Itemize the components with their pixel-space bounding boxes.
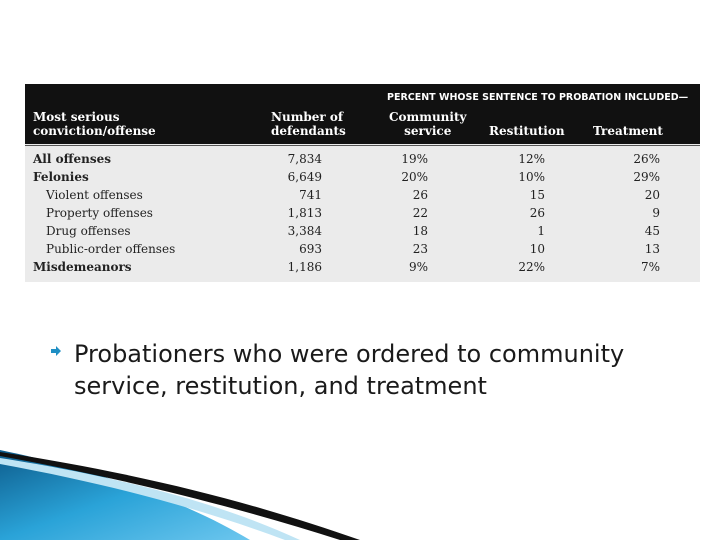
treatment-cell: 13 — [644, 242, 660, 256]
header-community: Community service — [389, 110, 467, 138]
defendants-cell: 741 — [299, 188, 322, 202]
header-defendants: Number of defendants — [271, 110, 346, 138]
defendants-cell: 1,813 — [287, 206, 322, 220]
treatment-cell: 9 — [652, 206, 660, 220]
arrow-bullet-icon — [50, 345, 62, 357]
community-cell: 23 — [412, 242, 428, 256]
restitution-cell: 12% — [518, 152, 545, 166]
defendants-cell: 693 — [299, 242, 322, 256]
table-row — [25, 150, 700, 168]
offense-cell: Felonies — [33, 170, 89, 184]
restitution-cell: 10% — [518, 170, 545, 184]
treatment-cell: 45 — [644, 224, 660, 238]
community-cell: 22 — [412, 206, 428, 220]
defendants-cell: 1,186 — [287, 260, 322, 274]
header-divider — [25, 145, 700, 146]
restitution-cell: 22% — [518, 260, 545, 274]
treatment-cell: 26% — [633, 152, 660, 166]
treatment-cell: 7% — [640, 260, 660, 274]
table-row — [25, 258, 700, 276]
offense-cell: Misdemeanors — [33, 260, 132, 274]
table-row — [25, 240, 700, 258]
group-header: PERCENT WHOSE SENTENCE TO PROBATION INCLUDED— — [387, 92, 689, 103]
header-treatment: Treatment — [593, 124, 663, 138]
restitution-cell: 1 — [537, 224, 545, 238]
header-offense: Most serious conviction/offense — [33, 110, 156, 138]
defendants-cell: 3,384 — [287, 224, 322, 238]
community-cell: 9% — [408, 260, 428, 274]
offense-cell: Violent offenses — [46, 188, 143, 202]
treatment-cell: 20 — [644, 188, 660, 202]
restitution-cell: 10 — [529, 242, 545, 256]
table-row — [25, 186, 700, 204]
offense-cell: Drug offenses — [46, 224, 131, 238]
offense-cell: All offenses — [33, 152, 111, 166]
bullet-text: Probationers who were ordered to community service, restitution, and treatment — [74, 340, 625, 400]
offense-cell: Property offenses — [46, 206, 153, 220]
table-row — [25, 222, 700, 240]
probation-table — [25, 84, 700, 282]
community-cell: 26 — [412, 188, 428, 202]
decorative-swoosh — [0, 450, 720, 540]
defendants-cell: 7,834 — [287, 152, 322, 166]
community-cell: 20% — [401, 170, 428, 184]
defendants-cell: 6,649 — [287, 170, 322, 184]
treatment-cell: 29% — [633, 170, 660, 184]
offense-cell: Public-order offenses — [46, 242, 176, 256]
community-cell: 18 — [412, 224, 428, 238]
header-restitution: Restitution — [489, 124, 565, 138]
restitution-cell: 26 — [529, 206, 545, 220]
community-cell: 19% — [401, 152, 428, 166]
table-row — [25, 168, 700, 186]
table-header — [25, 84, 700, 144]
table-row — [25, 204, 700, 222]
restitution-cell: 15 — [529, 188, 545, 202]
